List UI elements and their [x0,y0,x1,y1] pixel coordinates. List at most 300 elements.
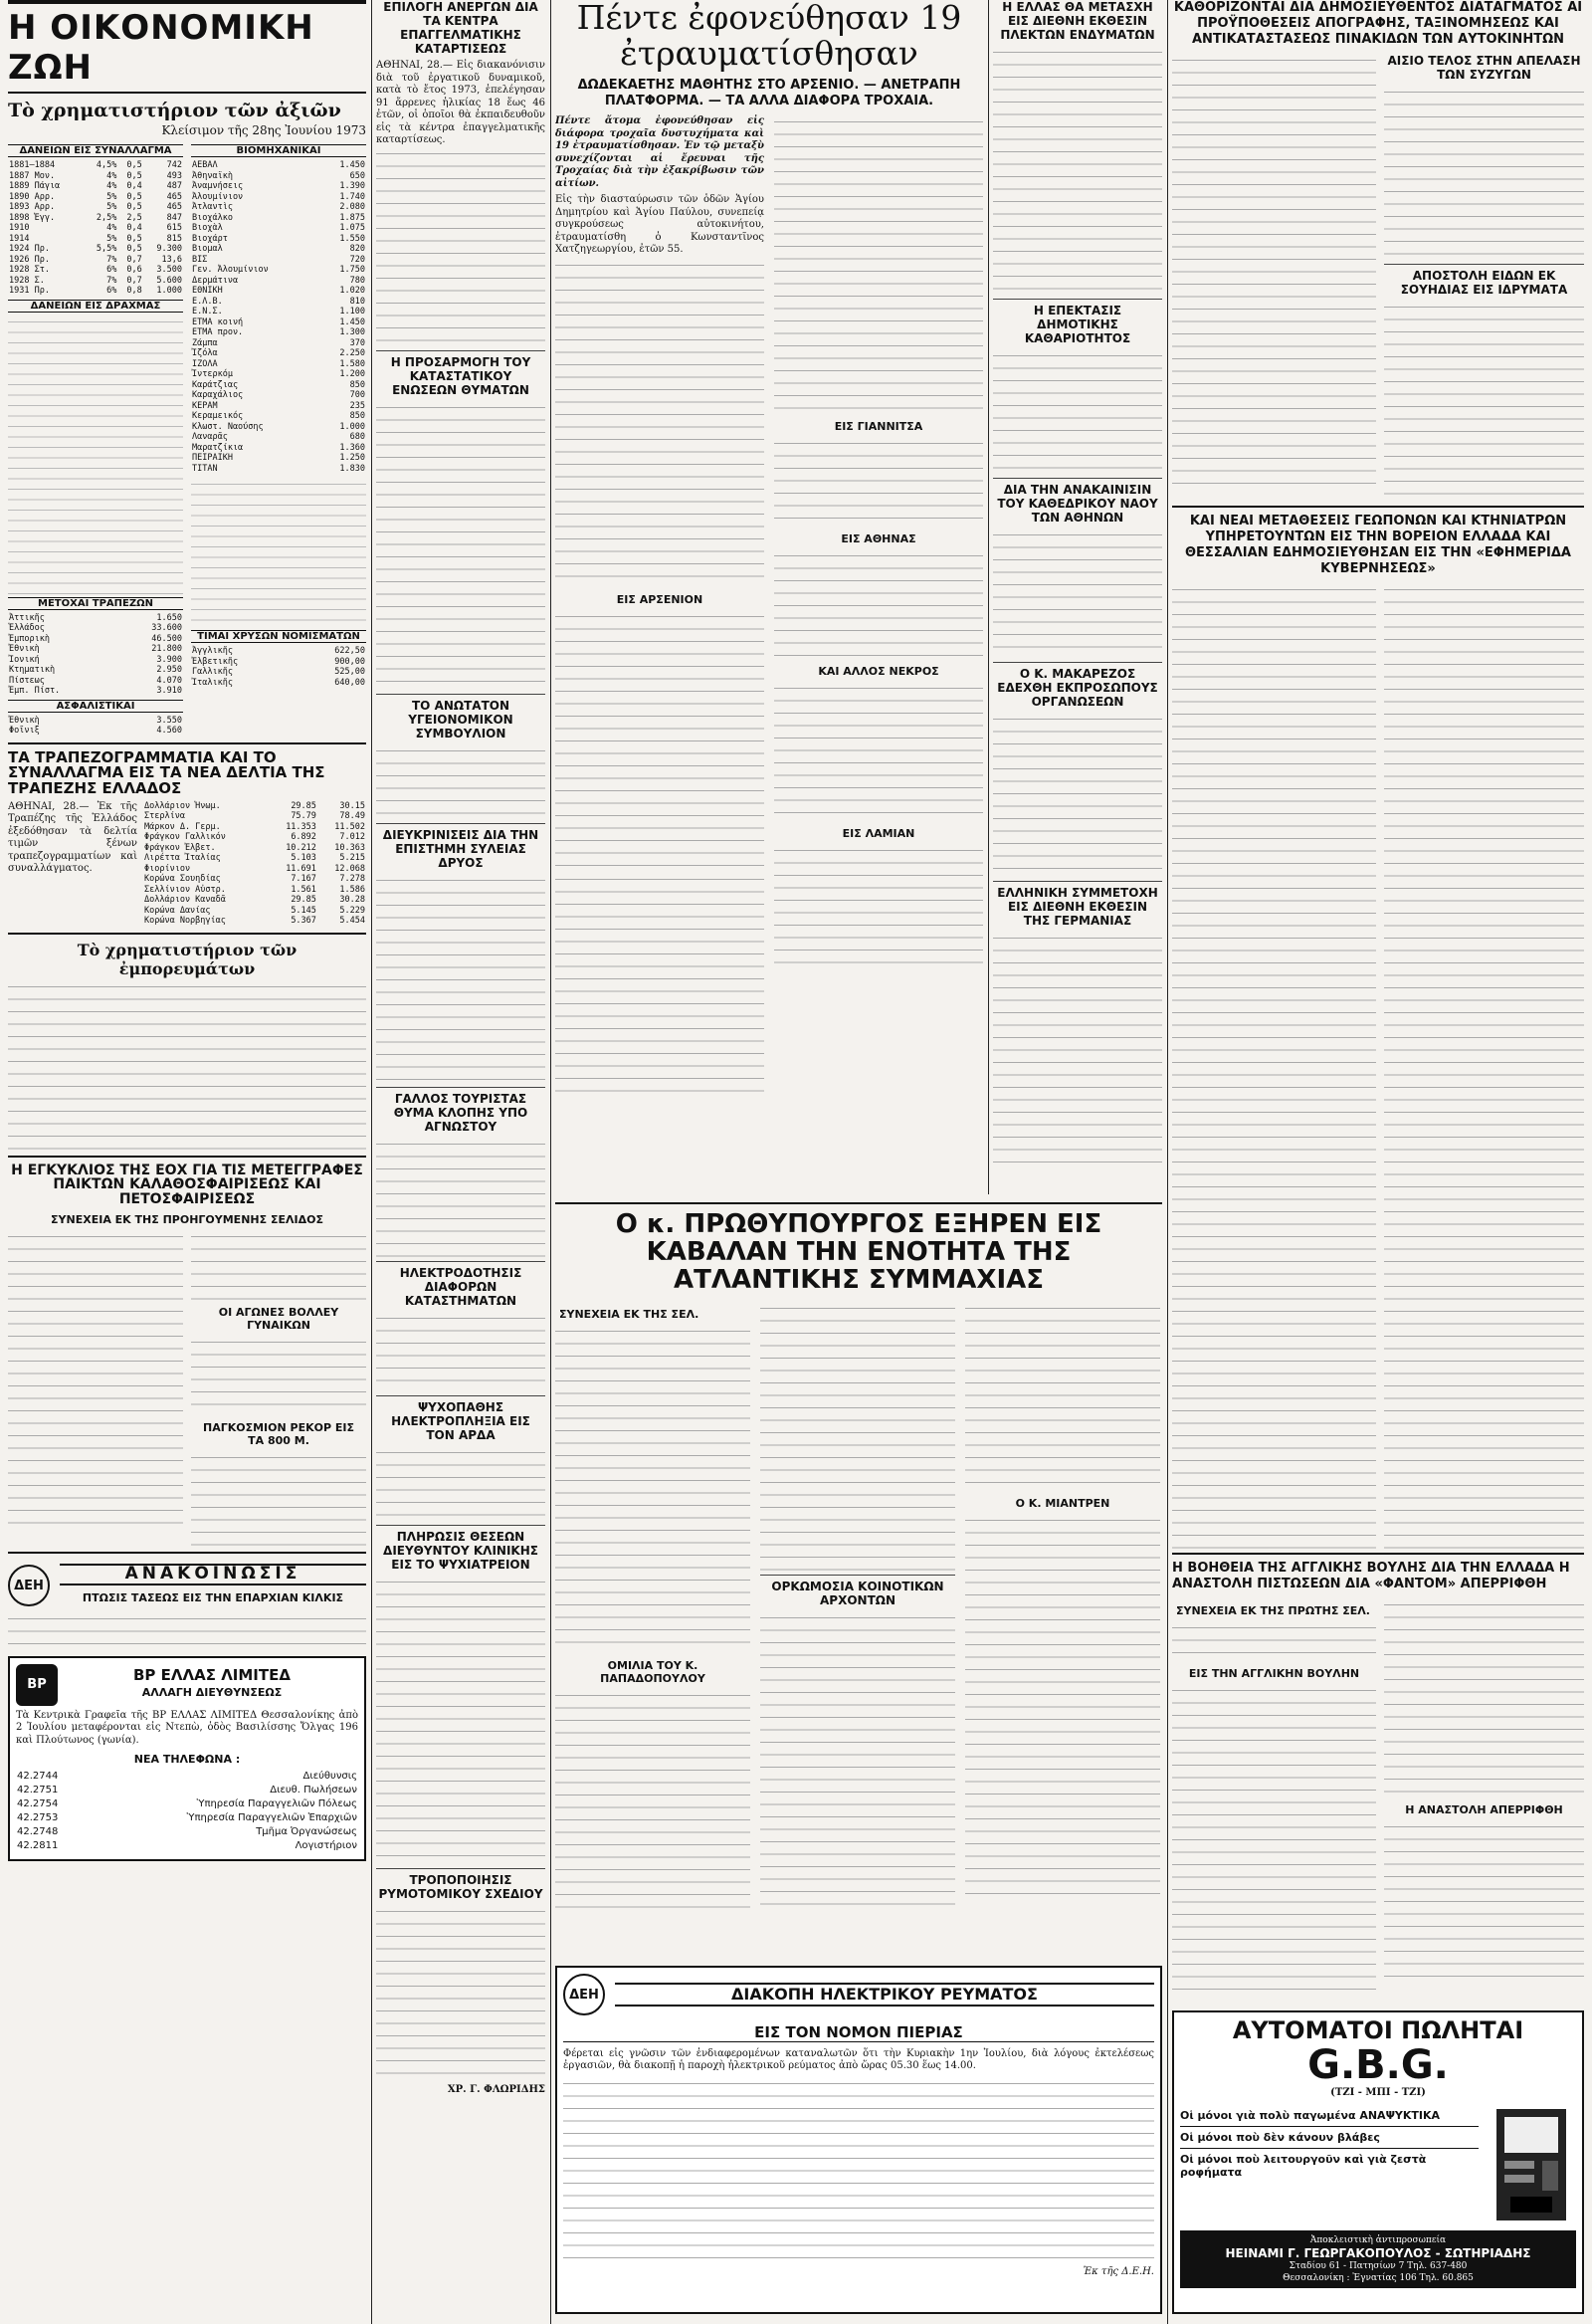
industrial-row-cell: Κεραμεικός [192,411,244,421]
gbg-top-line: ΑΥΤΟΜΑΤΟΙ ΠΩΛΗΤΑΙ [1232,2016,1524,2044]
tourist-text [376,1138,545,1257]
industrials-heading: ΒΙΟΜΗΧΑΝΙΚΑΙ [191,144,366,157]
industrial-row-cell: 1.450 [339,317,365,327]
fx-row [143,801,366,812]
power-cut-subhead: ΕΙΣ ΤΟΝ ΝΟΜΟΝ ΠΙΕΡΙΑΣ [563,2025,1154,2042]
oath-kicker: ΟΡΚΩΜΟΣΙΑ ΚΟΙΝΟΤΙΚΩΝ ΑΡΧΟΝΤΩΝ [771,1580,944,1607]
agronomists-headline: ΚΑΙ ΝΕΑΙ ΜΕΤΑΘΕΣΕΙΣ ΓΕΩΠΟΝΩΝ ΚΑΙ ΚΤΗΝΙΑΤΡΩΝ ΥΠΗΡΕΤΟΥΝΤΩΝ ΕΙΣ ΤΗΝ ΒΟΡΕΙΟΝ ΕΛΛΑΔΑ ΚΑΙ ΘΕΣΣΑΛΙΑΝ ΕΔΗΜΟΣΙΕΥΘΗΣΑΝ ΕΙΣ ΤΗΝ «ΕΦΗΜΕΡΙΔΑ ΚΥΒΕΡΝΗΣΕΩΣ» [1184,514,1571,576]
loan-row-cell: 1898 Ἐγγ. [9,212,56,223]
industrial-row-cell: Καράτζιας [192,379,239,390]
industrials-table-more [191,478,366,627]
commodities-text [8,980,366,1150]
dei-notice-subhead: ΠΤΩΣΙΣ ΤΑΣΕΩΣ ΕΙΣ ΤΗΝ ΕΠΑΡΧΙΑΝ ΚΙΛΚΙΣ [82,1590,344,1604]
bp-phone-row-cell: 42.2744 [17,1771,59,1783]
bank-row-cell: Κτηματικὴ [9,665,56,675]
loan-row-cell: 1914 [9,233,30,244]
loan-row-cell: 0,8 [126,286,142,296]
fx-row [143,832,366,843]
fx-row-cell: 78.49 [339,811,365,822]
loan-row-cell: 0,5 [126,233,142,244]
col5-news [993,0,1162,1194]
loan-row-cell: 465 [166,202,182,212]
aid-text-1 [1172,1621,1376,1661]
fx-row [143,811,366,822]
bp-phone-row [16,1811,358,1825]
arsenio-text [555,610,764,869]
selection-kicker: ΕΠΙΛΟΓΗ ΑΝΕΡΓΩΝ ΔΙΑ ΤΑ ΚΕΝΤΡΑ ΕΠΑΓΓΕΛΜΑΤΙΚΗΣ ΚΑΤΑΡΤΙΣΕΩΣ [383,0,538,56]
transfers-continued: ΣΥΝΕΧΕΙΑ ΕΚ ΤΗΣ ΠΡΟΗΓΟΥΜΕΝΗΣ ΣΕΛΙΔΟΣ [51,1212,323,1226]
industrial-row [191,432,366,443]
fx-row-cell: 11.502 [334,821,365,832]
vending-machine-illustration [1487,2105,1576,2224]
loan-row-cell: 465 [166,191,182,202]
loan-row-cell: 0,5 [126,191,142,202]
industrial-row [191,359,366,370]
bank-row [8,644,183,655]
fx-row-cell: 5.454 [339,916,365,927]
industrial-row [191,202,366,213]
loan-row-cell: 1893 Αρρ. [9,202,56,212]
gold-coins-heading: ΤΙΜΑΙ ΧΡΥΣΩΝ ΝΟΜΙΣΜΑΤΩΝ [191,630,366,643]
industrial-row [191,192,366,203]
industrial-row-cell: Καραχάλιος [192,390,244,400]
industrial-row-cell: 850 [349,411,365,421]
loan-row-cell: 7% [106,275,117,286]
industrial-row-cell: 1.550 [339,233,365,244]
loan-row-cell: 0,5 [126,202,142,212]
loan-row [8,171,183,182]
bank-row-cell: Ἀττικῆς [9,612,45,623]
aid-subhead: ΕΙΣ ΤΗΝ ΑΓΓΛΙΚΗΝ ΒΟΥΛΗΝ [1188,1667,1360,1680]
fx-row-cell: 7.278 [339,874,365,885]
gold-coins-table [191,646,366,688]
industrial-row-cell: ΒΙΣ [192,254,208,265]
bank-row-cell: 3.900 [156,654,182,665]
loan-row-cell: 6% [106,265,117,275]
loan-row [8,192,183,203]
industrial-row-cell: Δερμάτινα [192,275,239,286]
fx-row [143,843,366,854]
lead-text-col1 [555,259,764,587]
industrial-row-cell: Βιοχάλκο [192,212,233,223]
fx-row-cell: Δολλάριον Καναδᾶ [144,895,226,906]
lead-text-col1b [555,873,764,1102]
quake-kicker: Η ΠΡΟΣΑΡΜΟΓΗ ΤΟΥ ΚΑΤΑΣΤΑΤΙΚΟΥ ΕΝΩΣΕΩΝ ΘΥΜΑΤΩΝ [390,354,531,397]
bank-row-cell: Ἐθνικὴ [9,644,40,654]
industrial-row-cell: 680 [349,432,365,442]
industrial-row-cell: Λαναρᾶς [192,432,228,442]
fx-row-cell: 30.28 [339,895,365,906]
council-text [376,744,545,819]
insurance-table [8,716,183,737]
gold-row-cell: 900,00 [334,656,365,667]
industrial-row-cell: 1.250 [339,453,365,463]
bank-row [8,613,183,624]
section-masthead: Η ΟΙΚΟΝΟΜΙΚΗ ΖΩΗ [8,0,366,94]
gold-row [191,646,366,657]
industrial-row-cell: 700 [349,390,365,400]
commodities-title: Τὸ χρηματιστήριον τῶν ἐμπορευμάτων [77,940,298,978]
posts-text [376,1576,545,1864]
aid-story [1172,1553,1584,2001]
transfers-text-2 [191,1230,366,1300]
industrial-row [191,464,366,475]
industrial-row-cell: Βιοχὰλ [192,223,223,233]
fx-row-cell: 5.103 [291,853,316,864]
industrial-row-cell: Κλωστ. Ναούσης [192,421,264,432]
gold-row-cell: 622,50 [334,646,365,656]
fx-row-cell: 5.215 [339,853,365,864]
arda-kicker: ΨΥΧΟΠΑΘΗΣ ΗΛΕΚΤΡΟΠΛΗΞΙΑ ΕΙΣ ΤΟΝ ΑΡΔΑ [391,1399,530,1442]
gbg-dealer-a: ΗΕΙΝΑΜΙ [1225,2246,1284,2261]
gold-row-cell: 525,00 [334,667,365,677]
gold-row [191,667,366,678]
lamia-subhead: ΕΙΣ ΛΑΜΙΑΝ [842,827,915,840]
fx-row-cell: Μάρκον Δ. Γερμ. [144,821,221,832]
fx-row [143,864,366,875]
industrial-row-cell: 370 [349,337,365,348]
volley-text [191,1336,366,1415]
speech-text [555,1689,750,1918]
industrial-row-cell: 810 [349,296,365,307]
loan-row [8,265,183,276]
gold-row-cell: Ἐλβετικῆς [192,656,239,667]
fx-row-cell: Κορώνα Σουηδίας [144,874,221,885]
industrial-row-cell: 1.740 [339,191,365,202]
bank-row [8,634,183,645]
fx-row-cell: Φράγκον Γαλλικόν [144,832,226,843]
bp-phone-row-cell: Διεύθυνσις [302,1771,357,1783]
plan-text [376,1905,545,2084]
loan-row [8,223,183,234]
electrify-text [376,1312,545,1391]
bank-row-cell: 21.800 [151,644,182,654]
insurance-row-cell: Φοῖνιξ [9,726,40,736]
fx-headline: ΤΑ ΤΡΑΠΕΖΟΓΡΑΜΜΑΤΙΑ ΚΑΙ ΤΟ ΣΥΝΑΛΛΑΓΜΑ ΕΙΣ ΤΑ ΝΕΑ ΔΕΛΤΙΑ ΤΗΣ ΤΡΑΠΕΖΗΣ ΕΛΛΑΔΟΣ [8,747,325,797]
bank-row-cell: Ἐμπ. Πίστ. [9,686,61,696]
fx-row-cell: 1.561 [291,884,316,895]
oath-text [760,1611,955,1910]
industrial-row-cell: 1.020 [339,286,365,296]
gbg-models: (ΤΖΙ - ΜΠΙ - ΤΖΙ) [1330,2087,1426,2099]
fx-row-cell: 11.691 [286,863,316,874]
industrial-row-cell: 235 [349,400,365,411]
bank-row-cell: 2.950 [156,665,182,675]
bp-phone-row-cell: Διευθ. Πωλήσεων [270,1785,357,1796]
loan-row-cell: 1890 Αρρ. [9,191,56,202]
industrial-row [191,171,366,182]
insurance-row-cell: Ἐθνικὴ [9,715,40,726]
bp-phones-table [16,1770,358,1853]
loans-fx-table [8,160,183,297]
loans-fx-heading: ΔΑΝΕΙΩΝ ΕΙΣ ΣΥΝΑΛΛΑΓΜΑ [8,144,183,157]
loan-row-cell: 0,7 [126,275,142,286]
fx-row-cell: Κορώνα Νορβηγίας [144,916,226,927]
loan-row-cell: 0,5 [126,244,142,254]
gbg-address-1: Σταδίου 61 - Πατησίων 7 Τηλ. 637-480 [1289,2261,1468,2272]
industrial-row-cell: Βιομαλ [192,244,223,254]
giannitsa-subhead: ΕΙΣ ΓΙΑΝΝΙΤΣΑ [834,420,923,433]
industrial-row-cell: 650 [349,170,365,181]
bank-shares-table [8,613,183,697]
fx-row-cell: 29.85 [291,800,316,811]
loan-row-cell: 4% [106,223,117,233]
loan-row-cell: 0,5 [126,160,142,170]
bp-phone-row [16,1839,358,1853]
volley-subhead: ΟΙ ΑΓΩΝΕΣ ΒΟΛΛΕΥ ΓΥΝΑΙΚΩΝ [218,1305,339,1332]
power-cut-signoff: Ἐκ τῆς Δ.Ε.Η. [1083,2265,1154,2277]
industrial-row-cell: Ἀτλαντὶς [192,202,233,212]
bank-row [8,655,183,666]
loan-row-cell: 5% [106,191,117,202]
bank-row [8,623,183,634]
loan-row-cell: 3.500 [156,265,182,275]
loan-row-cell: 7% [106,254,117,265]
loan-row-cell: 9.300 [156,244,182,254]
gold-row [191,657,366,668]
stock-exchange-title: Τὸ χρηματιστήριον τῶν ἀξιῶν [8,100,341,121]
industrial-row [191,369,366,380]
loan-row-cell: 0,6 [126,265,142,275]
fx-row-cell: 6.892 [291,832,316,843]
insurance-row-cell: 4.560 [156,726,182,736]
industrial-row [191,348,366,359]
fx-row-cell: 29.85 [291,895,316,906]
loan-row-cell: 487 [166,181,182,191]
bp-logo: BP [16,1664,58,1706]
industrial-row [191,213,366,224]
loan-row-cell: 1928 Στ. [9,265,50,275]
bp-phone-row-cell: Ὑπηρεσία Παραγγελιῶν Ἐπαρχιῶν [186,1812,357,1824]
pm-headline: Ο κ. ΠΡΩΘΥΠΟΥΡΓΟΣ ΕΞΗΡΕΝ ΕΙΣ ΚΑΒΑΛΑΝ ΤΗΝ ΕΝΟΤΗΤΑ ΤΗΣ ΑΤΛΑΝΤΙΚΗΣ ΣΥΜΜΑΧΙΑΣ [615,1209,1102,1295]
fx-row-cell: Φράγκον Ἐλβετ. [144,842,216,853]
fx-row-cell: 5.367 [291,916,316,927]
industrial-row-cell: Ε.Ν.Σ. [192,307,223,317]
loan-row-cell: 0,4 [126,223,142,233]
rejected-subhead: Η ΑΝΑΣΤΟΛΗ ΑΠΕΡΡΙΦΘΗ [1405,1803,1563,1816]
fx-row-cell: Σελλίνιον Αὐστρ. [144,884,226,895]
pm-text-3 [965,1302,1160,1491]
agronomists-text-1 [1172,583,1376,1638]
loan-row-cell: 1928 Σ. [9,275,45,286]
loan-row [8,276,183,287]
dei-notice-text [8,1612,366,1648]
loan-row-cell: 0,7 [126,254,142,265]
fx-row-cell: 1.586 [339,884,365,895]
insurance-row-cell: 3.550 [156,715,182,726]
short-news-column [376,0,545,2324]
industrial-row-cell: ΕΘΝΙΚΗ [192,286,223,296]
fx-row [143,822,366,833]
industrial-row-cell: ΚΕΡΑΜ [192,400,218,411]
industrial-row [191,244,366,255]
loan-row-cell: 615 [166,223,182,233]
cathedral-kicker: ΔΙΑ ΤΗΝ ΑΝΑΚΑΙΝΙΣΙΝ ΤΟΥ ΚΑΘΕΔΡΙΚΟΥ ΝΑΟΥ ΤΩΝ ΑΘΗΝΩΝ [997,483,1158,525]
gbg-line-3: Οἱ μόνοι ποὺ λειτουργοῦν καὶ γιὰ ζεστὰ ροφήματα [1180,2153,1427,2180]
forest-kicker: ΔΙΕΥΚΡΙΝΙΣΕΙΣ ΔΙΑ ΤΗΝ ΕΠΙΣΤΗΜΗ ΣΥΛΕΙΑΣ ΔΡΥΟΣ [382,827,539,870]
world-record-text [191,1451,366,1546]
power-cut-schedule [563,2077,1154,2266]
loan-row-cell: 1889 Πάγια [9,181,61,191]
bank-row-cell: 1.650 [156,612,182,623]
dei-logo: ΔΕΗ [8,1565,50,1606]
gold-row-cell: Ἰταλικῆς [192,677,233,688]
gold-row-cell: Ἀγγλικῆς [192,646,233,656]
fx-row-cell: 5.229 [339,905,365,916]
bp-subhead: ΑΛΛΑΓΗ ΔΙΕΥΘΥΝΣΕΩΣ [141,1686,283,1700]
bp-phone-row-cell: 42.2754 [17,1798,59,1810]
insurance-heading: ΑΣΦΑΛΙΣΤΙΚΑΙ [8,700,183,713]
loan-row-cell: 5% [106,233,117,244]
bp-phone-row [16,1784,358,1797]
fx-row-cell: 30.15 [339,800,365,811]
fx-row [143,885,366,896]
fx-row [143,916,366,927]
bp-phone-row-cell: Λογιστήριον [295,1840,357,1852]
fx-row-cell: 11.353 [286,821,316,832]
power-cut-notice [555,1966,1162,2314]
giannitsa-text [774,437,983,527]
decree-headline: ΚΑΘΟΡΙΖΟΝΤΑΙ ΔΙΑ ΔΗΜΟΣΙΕΥΘΕΝΤΟΣ ΔΙΑΤΑΓΜΑΤΟΣ ΑΙ ΠΡΟΫΠΟΘΕΣΕΙΣ ΑΠΟΓΡΑΦΗΣ, ΤΑΞΙΝΟΜΗΣΕΩΣ ΚΑΙ ΑΝΤΙΚΑΤΑΣΤΑΣΕΩΣ ΠΙΝΑΚΙΔΩΝ ΤΩΝ ΑΥΤΟΚΙΝΗΤΩΝ [1173,0,1583,47]
industrial-row-cell: 1.200 [339,369,365,379]
loans-drachma-heading: ΔΑΝΕΙΩΝ ΕΙΣ ΔΡΑΧΜΑΣ [8,300,183,313]
makarezos-text [993,713,1162,877]
athens-subhead: ΕΙΣ ΑΘΗΝΑΣ [841,532,916,545]
industrial-row-cell: 780 [349,275,365,286]
industrial-row-cell: Γεν. Ἀλουμίνιον [192,265,269,275]
loan-row-cell: 13,6 [161,254,182,265]
bp-phone-row-cell: 42.2811 [17,1840,59,1852]
industrial-row-cell: 1.830 [339,463,365,474]
fees-kicker: ΑΙΣΙΟ ΤΕΛΟΣ ΣΤΗΝ ΑΠΕΛΑΣΗ ΤΩΝ ΣΥΖΥΓΩΝ [1387,54,1581,82]
posts-kicker: ΠΛΗΡΩΣΙΣ ΘΕΣΕΩΝ ΔΙΕΥΘΥΝΤΟΥ ΚΛΙΝΙΚΗΣ ΕΙΣ ΤΟ ΨΥΧΙΑΤΡΕΙΟΝ [383,1529,538,1572]
fx-row-cell: 7.167 [291,874,316,885]
bp-text: Τὰ Κεντρικὰ Γραφεῖα τῆς BP ΕΛΛΑΣ ΛΙΜΙΤΕΔ Θεσσαλονίκης ἀπὸ 2 Ἰουλίου μεταφέρονται εἰς Ντεπὼ, ὁδὸς Βασιλίσσης Ὄλγας 196 καὶ Πλούτωνος (γωνία). [16,1709,358,1746]
bp-phone-row [16,1770,358,1784]
industrial-row-cell: Ἰντερκόμ [192,369,233,379]
gbg-address-2: Θεσσαλονίκη : Ἐγνατίας 106 Τηλ. 60.865 [1283,2273,1474,2284]
loan-row [8,181,183,192]
lead-text-col2 [774,115,983,414]
bank-row-cell: Ἑλλάδος [9,623,45,633]
nato-text [965,1514,1160,1902]
loan-row [8,244,183,255]
vending-machine-icon [1487,2105,1576,2224]
industrial-row-cell: 1.390 [339,181,365,191]
industrial-row-cell: Ἀλουμίνιον [192,191,244,202]
loan-row-cell: 2,5% [96,212,117,223]
industrial-row [191,390,366,401]
lamia-text [774,844,983,963]
electrify-kicker: ΗΛΕΚΤΡΟΔΟΤΗΣΙΣ ΔΙΑΦΟΡΩΝ ΚΑΤΑΣΤΗΜΑΤΩΝ [399,1265,522,1308]
quake-text [376,401,545,690]
fx-row [143,906,366,917]
loan-row-cell: 742 [166,160,182,170]
clean-text [993,349,1162,474]
clean-kicker: Η ΕΠΕΚΤΑΣΙΣ ΔΗΜΟΤΙΚΗΣ ΚΑΘΑΡΙΟΤΗΤΟΣ [1024,304,1131,345]
fx-row-cell: 5.145 [291,905,316,916]
fair-kicker: Η ΕΛΛΑΣ ΘΑ ΜΕΤΑΣΧΗ ΕΙΣ ΔΙΕΘΝΗ ΕΚΘΕΣΙΝ ΠΛΕΚΤΩΝ ΕΝΔΥΜΑΤΩΝ [1000,0,1155,42]
industrial-row-cell: 820 [349,244,365,254]
industrial-row [191,422,366,433]
gold-row-cell: 640,00 [334,677,365,688]
nato-subhead: Ο Κ. ΜΙΑΝΤΡΕΝ [1015,1497,1110,1510]
loan-row-cell: 0,4 [126,181,142,191]
stock-exchange-column [8,0,366,2324]
industrial-row-cell: 1.750 [339,265,365,275]
dei-notice [8,1560,366,1612]
bp-notice [8,1656,366,1862]
lead-intro: Πέντε ἄτομα ἐφονεύθησαν εἰς διάφορα τροχαῖα δυστυχήματα καὶ 19 ἐτραυματίσθησαν. Ἐν τῷ μεταξὺ συνεχίζονται αἱ ἔρευναι τῆς Τροχαίας διὰ τὴν ἐξακρίβωσιν τῶν αἰτίων. [555,115,764,189]
transfers-text [8,1230,183,1529]
industrial-row [191,380,366,391]
bp-phone-row-cell: Τμῆμα Ὀργανώσεως [256,1826,357,1838]
bp-phone-row-cell: 42.2748 [17,1826,59,1838]
industrial-row-cell: ΕΤΜΑ προν. [192,327,244,337]
industrial-row-cell: 2.250 [339,348,365,358]
fair-text [993,46,1162,295]
industrial-row-cell: Ζάμπα [192,337,218,348]
industrial-row-cell: 1.360 [339,442,365,453]
bank-row-cell: 46.500 [151,633,182,644]
industrial-row [191,286,366,297]
gbg-vending-ad [1172,2010,1584,2314]
bank-row [8,676,183,687]
bp-phone-row-cell: 42.2751 [17,1785,59,1796]
industrial-row-cell: Μαρατζίκια [192,442,244,453]
bp-phone-row-cell: 42.2753 [17,1812,59,1824]
insurance-row [8,726,183,737]
gbg-dealer-b: Γ. ΓΕΩΡΓΑΚΟΠΟΥΛΟΣ - ΣΩΤΗΡΙΑΔΗΣ [1288,2246,1531,2261]
industrial-row [191,276,366,287]
industrial-row [191,297,366,308]
pm-continued: ΣΥΝΕΧΕΙΑ ΕΚ ΤΗΣ ΣΕΛ. [559,1308,699,1321]
industrial-row-cell: 2.080 [339,202,365,212]
gold-row-cell: Γαλλικῆς [192,667,233,677]
bank-row-cell: 4.070 [156,675,182,686]
power-cut-title: ΔΙΑΚΟΠΗ ΗΛΕΚΤΡΙΚΟΥ ΡΕΥΜΑΤΟΣ [615,1983,1154,2007]
pm-text-1 [555,1325,750,1653]
industrials-table [191,160,366,474]
industrial-row [191,181,366,192]
industrial-row-cell: Ἀθηναϊκὴ [192,170,233,181]
loan-row-cell: 1924 Πρ. [9,244,50,254]
industrial-row [191,265,366,276]
arda-text [376,1446,545,1521]
industrial-row-cell: ΤΙΤΑΝ [192,463,218,474]
fx-row [143,874,366,885]
tourist-kicker: ΓΑΛΛΟΣ ΤΟΥΡΙΣΤΑΣ ΘΥΜΑ ΚΛΟΠΗΣ ΥΠΟ ΑΓΝΩΣΤΟΥ [393,1091,528,1134]
species-text [1384,301,1584,500]
council-kicker: ΤΟ ΑΝΩΤΑΤΟΝ ΥΓΕΙΟΝΟΜΙΚΟΝ ΣΥΜΒΟΥΛΙΟΝ [408,698,513,740]
loan-row-cell: 6% [106,286,117,296]
loan-row-cell: 1931 Πρ. [9,286,50,296]
industrial-row-cell: Βιοχάρτ [192,233,228,244]
industrial-row-cell: 1.580 [339,358,365,369]
speech-subhead: ΟΜΙΛΙΑ ΤΟΥ Κ. ΠΑΠΑΔΟΠΟΥΛΟΥ [600,1659,705,1685]
loan-row [8,255,183,266]
industrial-row-cell: 1.075 [339,223,365,233]
fx-dateline: ΑΘΗΝΑΙ, 28.— Ἐκ τῆς Τραπέζης τῆς Ἑλλάδος ἐξεδόθησαν τὰ δελτία τιμῶν ξένων τραπεζογραμματίων καὶ συναλλάγματος. [8,800,137,875]
industrial-row [191,160,366,171]
bank-row [8,665,183,676]
industrial-row-cell: 1.100 [339,307,365,317]
pm-story [555,1202,1162,1959]
athens-text [774,549,983,659]
bp-phone-row [16,1825,358,1839]
loan-row-cell: 2,5 [126,212,142,223]
selection-text: ΑΘΗΝΑΙ, 28.— Εἰς διακανόνισιν διὰ τοῦ ἐργατικοῦ δυναμικοῦ, κατὰ τὸ ἔτος 1973, ἐπελέγησαν 91 ἄρρενες ἡλικίας 18 ἕως 46 ἐτῶν, οἱ ὁποῖοι θὰ ἐκπαιδευθοῦν εἰς τὰ κέντρα ἐπαγγελματικῆς καταρτίσεως. [376,60,545,145]
